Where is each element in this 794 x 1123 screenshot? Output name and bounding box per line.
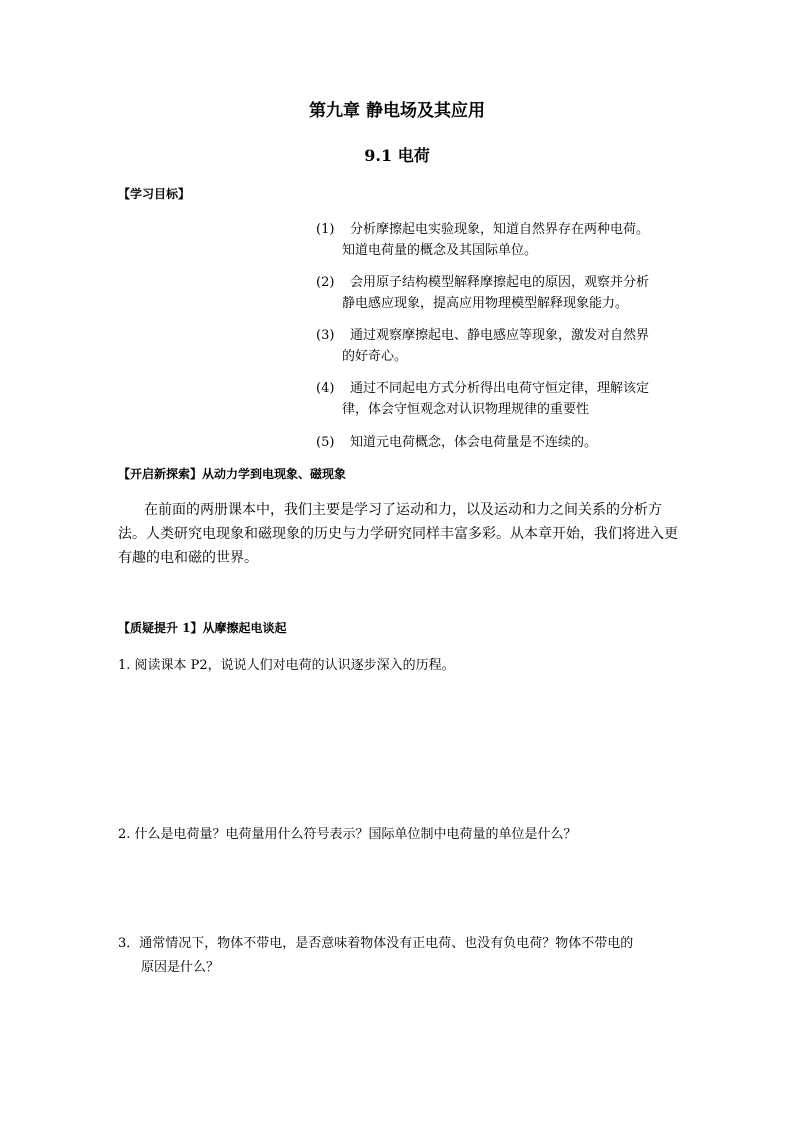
goal-number: (3) xyxy=(316,328,335,343)
question-2: 2. 什么是电荷量？电荷量用什么符号表示？国际单位制中电荷量的单位是什么？ xyxy=(118,827,577,842)
question-1: 1. 阅读课本 P2，说说人们对电荷的认识逐步深入的历程。 xyxy=(118,658,455,673)
explore-paragraph-block xyxy=(118,498,688,570)
goal-text-cont: 的好奇心。 xyxy=(342,349,408,364)
goal-number: (5) xyxy=(316,435,335,450)
goal-text: 知道元电荷概念，体会电荷量是不连续的。 xyxy=(350,435,598,450)
goal-number: (4) xyxy=(316,381,335,396)
goal-text: 分析摩擦起电实验现象，知道自然界存在两种电荷。 xyxy=(350,222,650,237)
section-title: 9.1 电荷 xyxy=(364,146,430,165)
goal-item-4 xyxy=(316,378,649,420)
goal-text-cont: 律，体会守恒观念对认识物理规律的重要性 xyxy=(342,402,590,417)
goal-number: (2) xyxy=(316,275,335,290)
goal-text: 通过不同起电方式分析得出电荷守恒定律，理解该定 xyxy=(350,381,650,396)
question-3-cont: 原因是什么？ xyxy=(141,960,220,975)
goal-number: (1) xyxy=(316,222,335,237)
explore-paragraph: 在前面的两册课本中，我们主要是学习了运动和力，以及运动和力之间关系的分析方法。人类研究电现象和磁现象的历史与力学研究同样丰富多彩。从本章开始，我们将进入更有趣的电和磁的世界。 xyxy=(118,502,678,566)
goal-item-3 xyxy=(316,325,649,367)
chapter-title: 第九章 静电场及其应用 xyxy=(309,101,485,121)
goal-text-cont: 知道电荷量的概念及其国际单位。 xyxy=(342,243,538,258)
learning-goals-heading: 【学习目标】 xyxy=(118,187,191,201)
goal-text-cont: 静电感应现象，提高应用物理模型解释现象能力。 xyxy=(342,296,629,311)
inquiry-heading: 【质疑提升 1】从摩擦起电谈起 xyxy=(118,621,287,635)
goal-text: 通过观察摩擦起电、静电感应等现象，激发对自然界 xyxy=(350,328,650,343)
goal-text: 会用原子结构模型解释摩擦起电的原因，观察并分析 xyxy=(350,275,650,290)
explore-heading: 【开启新探索】从动力学到电现象、磁现象 xyxy=(118,467,347,481)
goal-item-5 xyxy=(316,432,597,453)
question-3: 3．通常情况下，物体不带电，是否意味着物体没有正电荷、也没有负电荷？物体不带电的 xyxy=(118,936,634,951)
goal-item-1 xyxy=(316,219,649,261)
goal-item-2 xyxy=(316,272,649,314)
